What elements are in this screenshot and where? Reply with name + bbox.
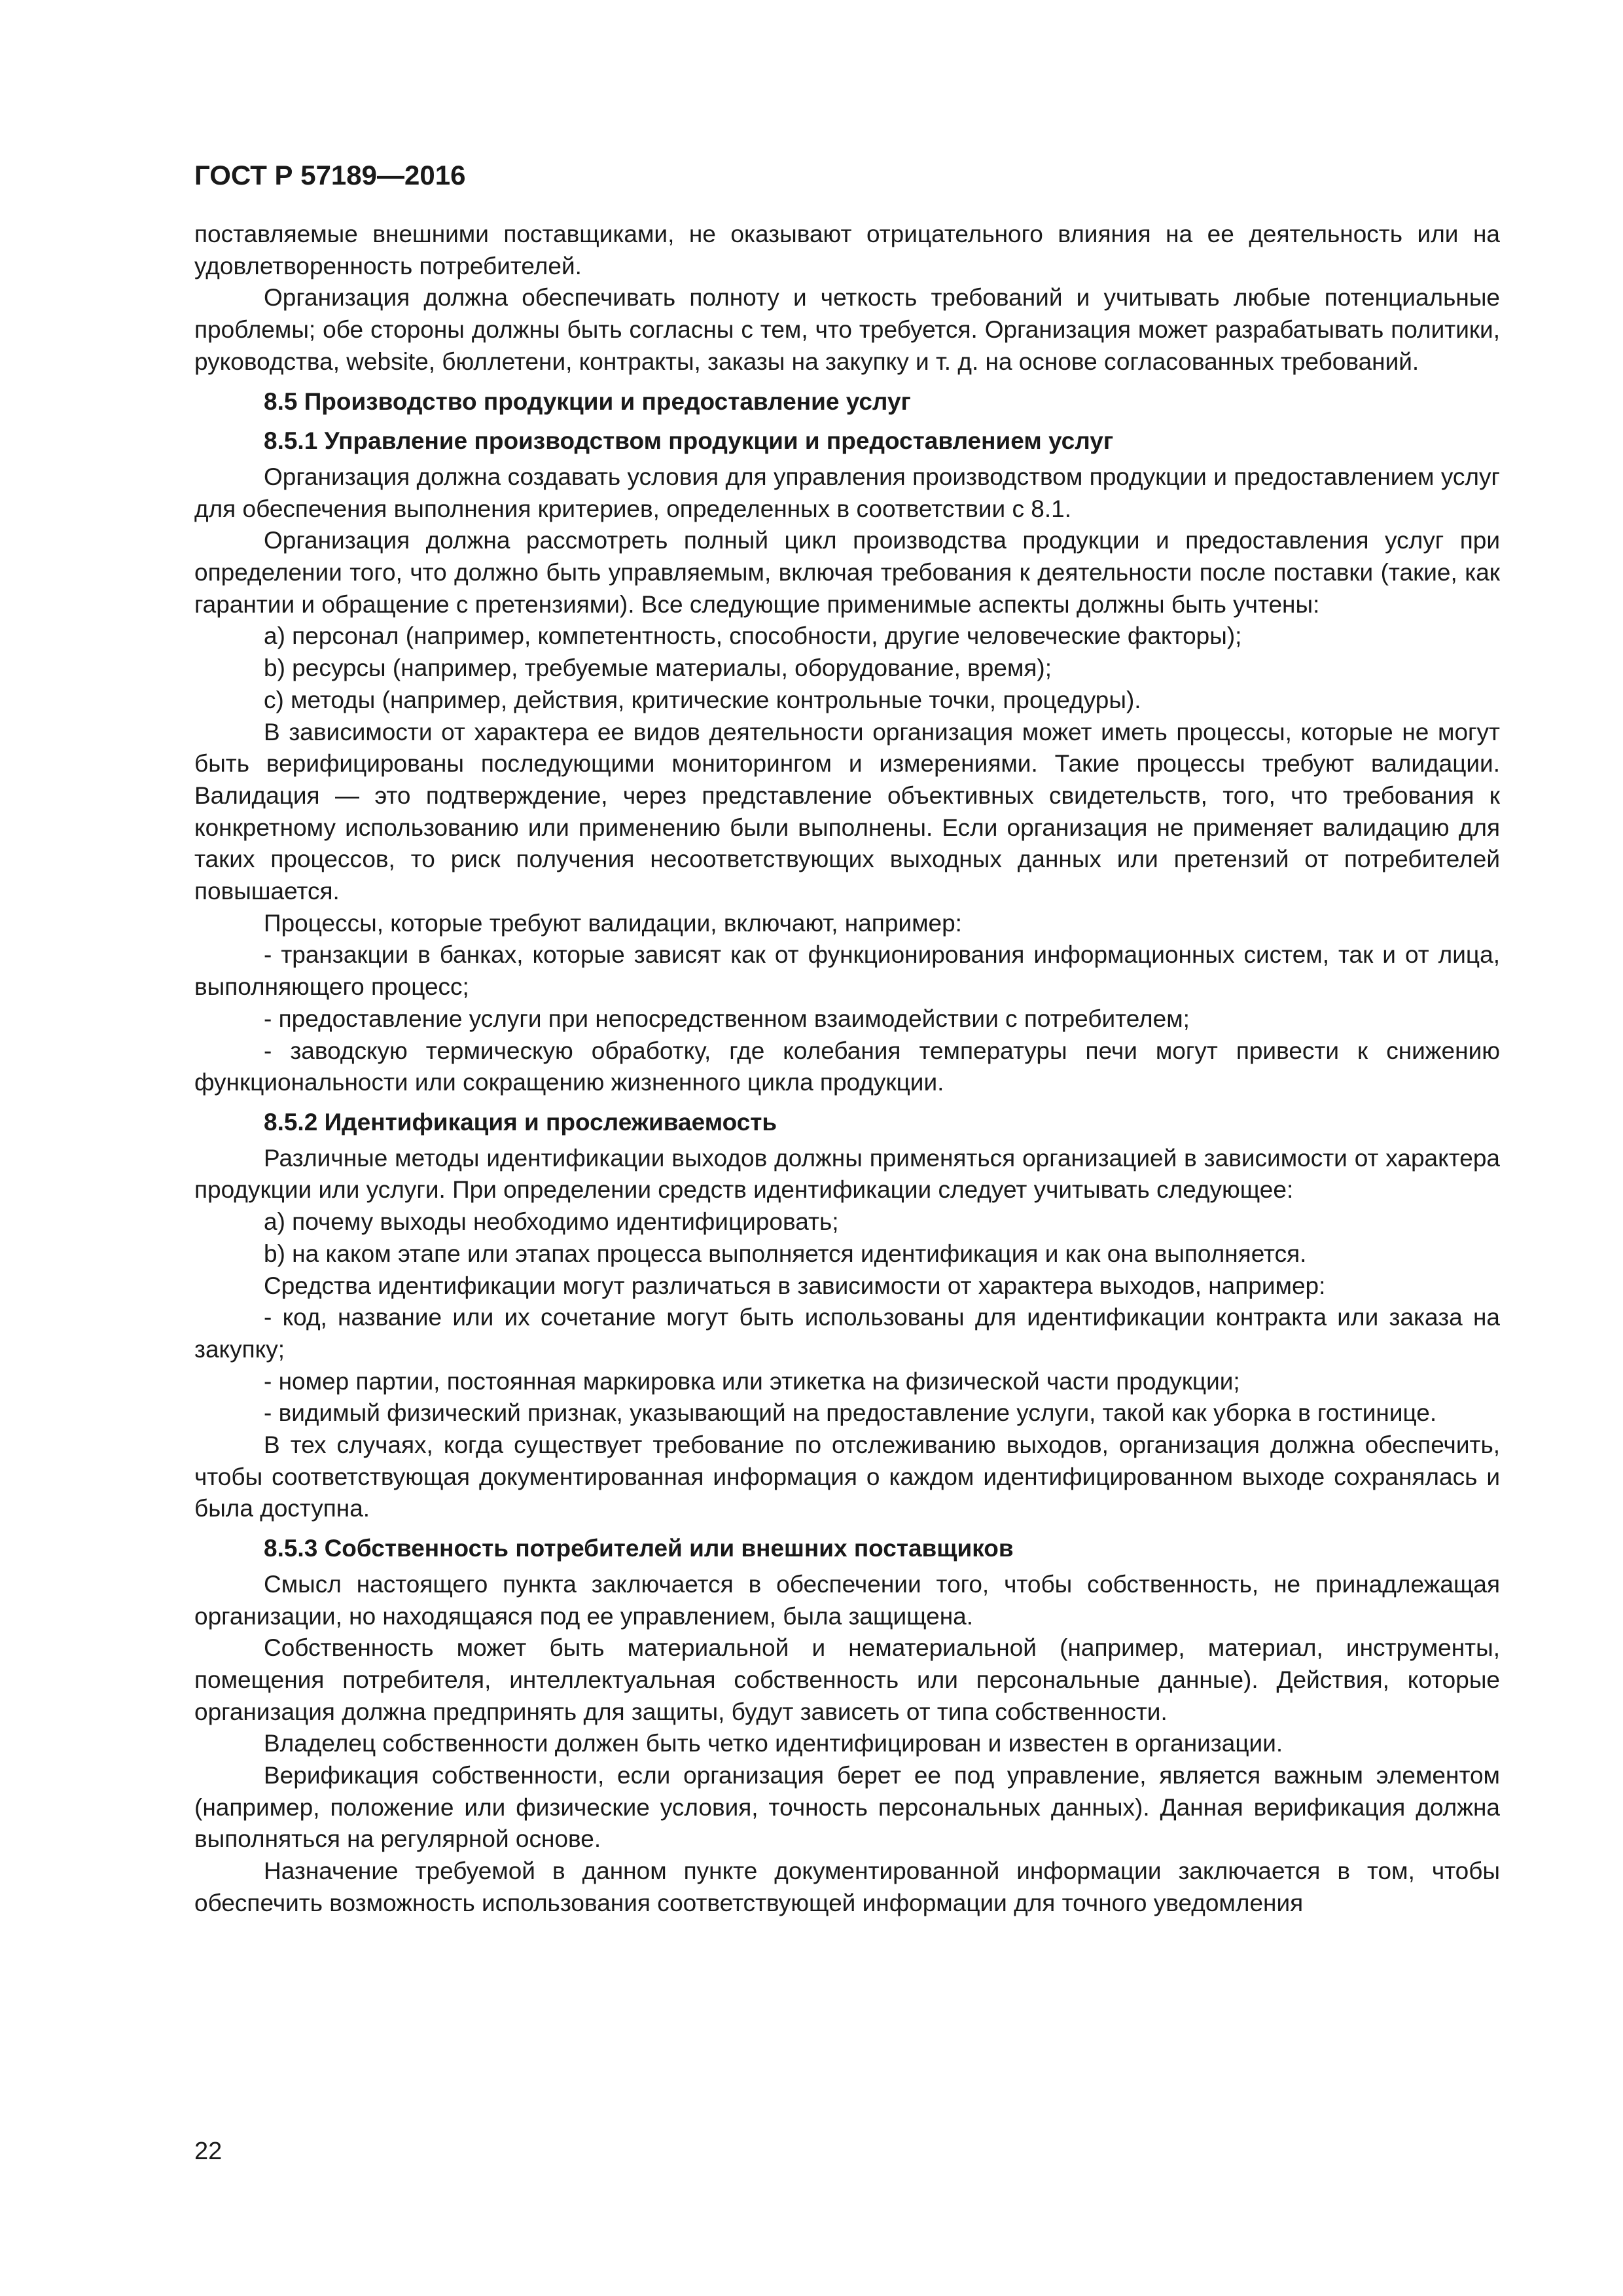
document-body bbox=[194, 219, 1500, 1920]
list-item: b) ресурсы (например, требуемые материалы, оборудование, время); bbox=[264, 655, 1052, 682]
document-page bbox=[194, 157, 1500, 1920]
paragraph: Владелец собственности должен быть четко идентифицирован и известен в организации. bbox=[264, 1730, 1283, 1757]
list-item: a) почему выходы необходимо идентифицировать; bbox=[264, 1208, 839, 1236]
dash-list-item: - номер партии, постоянная маркировка или этикетка на физической части продукции; bbox=[264, 1367, 1240, 1395]
paragraph: Средства идентификации могут различаться в зависимости от характера выходов, например: bbox=[264, 1272, 1326, 1299]
section-heading-8-5-2: 8.5.2 Идентификация и прослеживаемость bbox=[264, 1108, 777, 1136]
section-heading-8-5-1: 8.5.1 Управление производством продукции и предоставлением услуг bbox=[264, 427, 1114, 455]
paragraph: В тех случаях, когда существует требование по отслеживанию выходов, организация должна обеспечить, чтобы соответствующая документированная информация о каждом идентифицированном выходе сохранялась и была доступна. bbox=[194, 1431, 1500, 1522]
paragraph: Организация должна рассмотреть полный цикл производства продукции и предоставления услуг при определении того, что должно быть управляемым, включая требования к деятельности после поставки (такие, как гарантии и обращение с претензиями). Все следующие применимые аспекты должны быть учтены: bbox=[194, 527, 1500, 618]
paragraph: Верификация собственности, если организация берет ее под управление, является важным элементом (например, положение или физические условия, точность персональных данных). Данная верификация должна выполняться на регулярной основе. bbox=[194, 1762, 1500, 1853]
paragraph: В зависимости от характера ее видов деятельности организация может иметь процессы, которые не могут быть верифицированы последующими мониторингом и измерениями. Такие процессы требуют валидации. Валидация — это подтверждение, через представление объективных свидетельств, того, что требования к конкретному использованию или применению были выполнены. Если организация не применяет валидацию для таких процессов, то риск получения несоответствующих выходных данных или претензий от потребителей повышается. bbox=[194, 718, 1500, 905]
list-item: a) персонал (например, компетентность, способности, другие человеческие факторы); bbox=[264, 622, 1242, 650]
paragraph: поставляемые внешними поставщиками, не оказывают отрицательного влияния на ее деятельность или на удовлетворенность потребителей. bbox=[194, 221, 1500, 279]
paragraph: Организация должна создавать условия для управления производством продукции и предоставлением услуг для обеспечения выполнения критериев, определенных в соответствии с 8.1. bbox=[194, 463, 1500, 522]
dash-list-item: - предоставление услуги при непосредственном взаимодействии с потребителем; bbox=[264, 1005, 1190, 1032]
paragraph: Организация должна обеспечивать полноту и четкость требований и учитывать любые потенциальные проблемы; обе стороны должны быть согласны с тем, что требуется. Организация может разрабатывать политики, руководства, website, бюллетени, контракты, заказы на закупку и т. д. на основе согласованных требований. bbox=[194, 284, 1500, 375]
page-number: 22 bbox=[194, 2138, 223, 2165]
dash-list-item: - заводскую термическую обработку, где колебания температуры печи могут привести к снижению функциональности или сокращению жизненного цикла продукции. bbox=[194, 1037, 1500, 1096]
standard-designation: ГОСТ Р 57189—2016 bbox=[194, 160, 466, 190]
section-heading-8-5-3: 8.5.3 Собственность потребителей или внешних поставщиков bbox=[264, 1535, 1014, 1562]
dash-list-item: - транзакции в банках, которые зависят как от функционирования информационных систем, так и от лица, выполняющего процесс; bbox=[194, 941, 1500, 1001]
paragraph: Смысл настоящего пункта заключается в обеспечении того, чтобы собственность, не принадлежащая организации, но находящаяся под ее управлением, была защищена. bbox=[194, 1570, 1500, 1630]
dash-list-item: - код, название или их сочетание могут быть использованы для идентификации контракта или заказа на закупку; bbox=[194, 1304, 1500, 1363]
section-heading-8-5: 8.5 Производство продукции и предоставление услуг bbox=[264, 387, 911, 415]
paragraph: Назначение требуемой в данном пункте документированной информации заключается в том, чтобы обеспечить возможность использования соответствующей информации для точного уведомления bbox=[194, 1857, 1500, 1916]
dash-list-item: - видимый физический признак, указывающий на предоставление услуги, такой как уборка в гостинице. bbox=[264, 1399, 1437, 1427]
paragraph: Процессы, которые требуют валидации, включают, например: bbox=[264, 909, 962, 937]
list-item: c) методы (например, действия, критические контрольные точки, процедуры). bbox=[264, 686, 1141, 713]
paragraph: Собственность может быть материальной и нематериальной (например, материал, инструменты, помещения потребителя, интеллектуальная собственность или персональные данные). Действия, которые организация должна предпринять для защиты, будут зависеть от типа собственности. bbox=[194, 1634, 1500, 1725]
list-item: b) на каком этапе или этапах процесса выполняется идентификация и как она выполняется. bbox=[264, 1240, 1307, 1267]
paragraph: Различные методы идентификации выходов должны применяться организацией в зависимости от характера продукции или услуги. При определении средств идентификации следует учитывать следующее: bbox=[194, 1144, 1500, 1204]
